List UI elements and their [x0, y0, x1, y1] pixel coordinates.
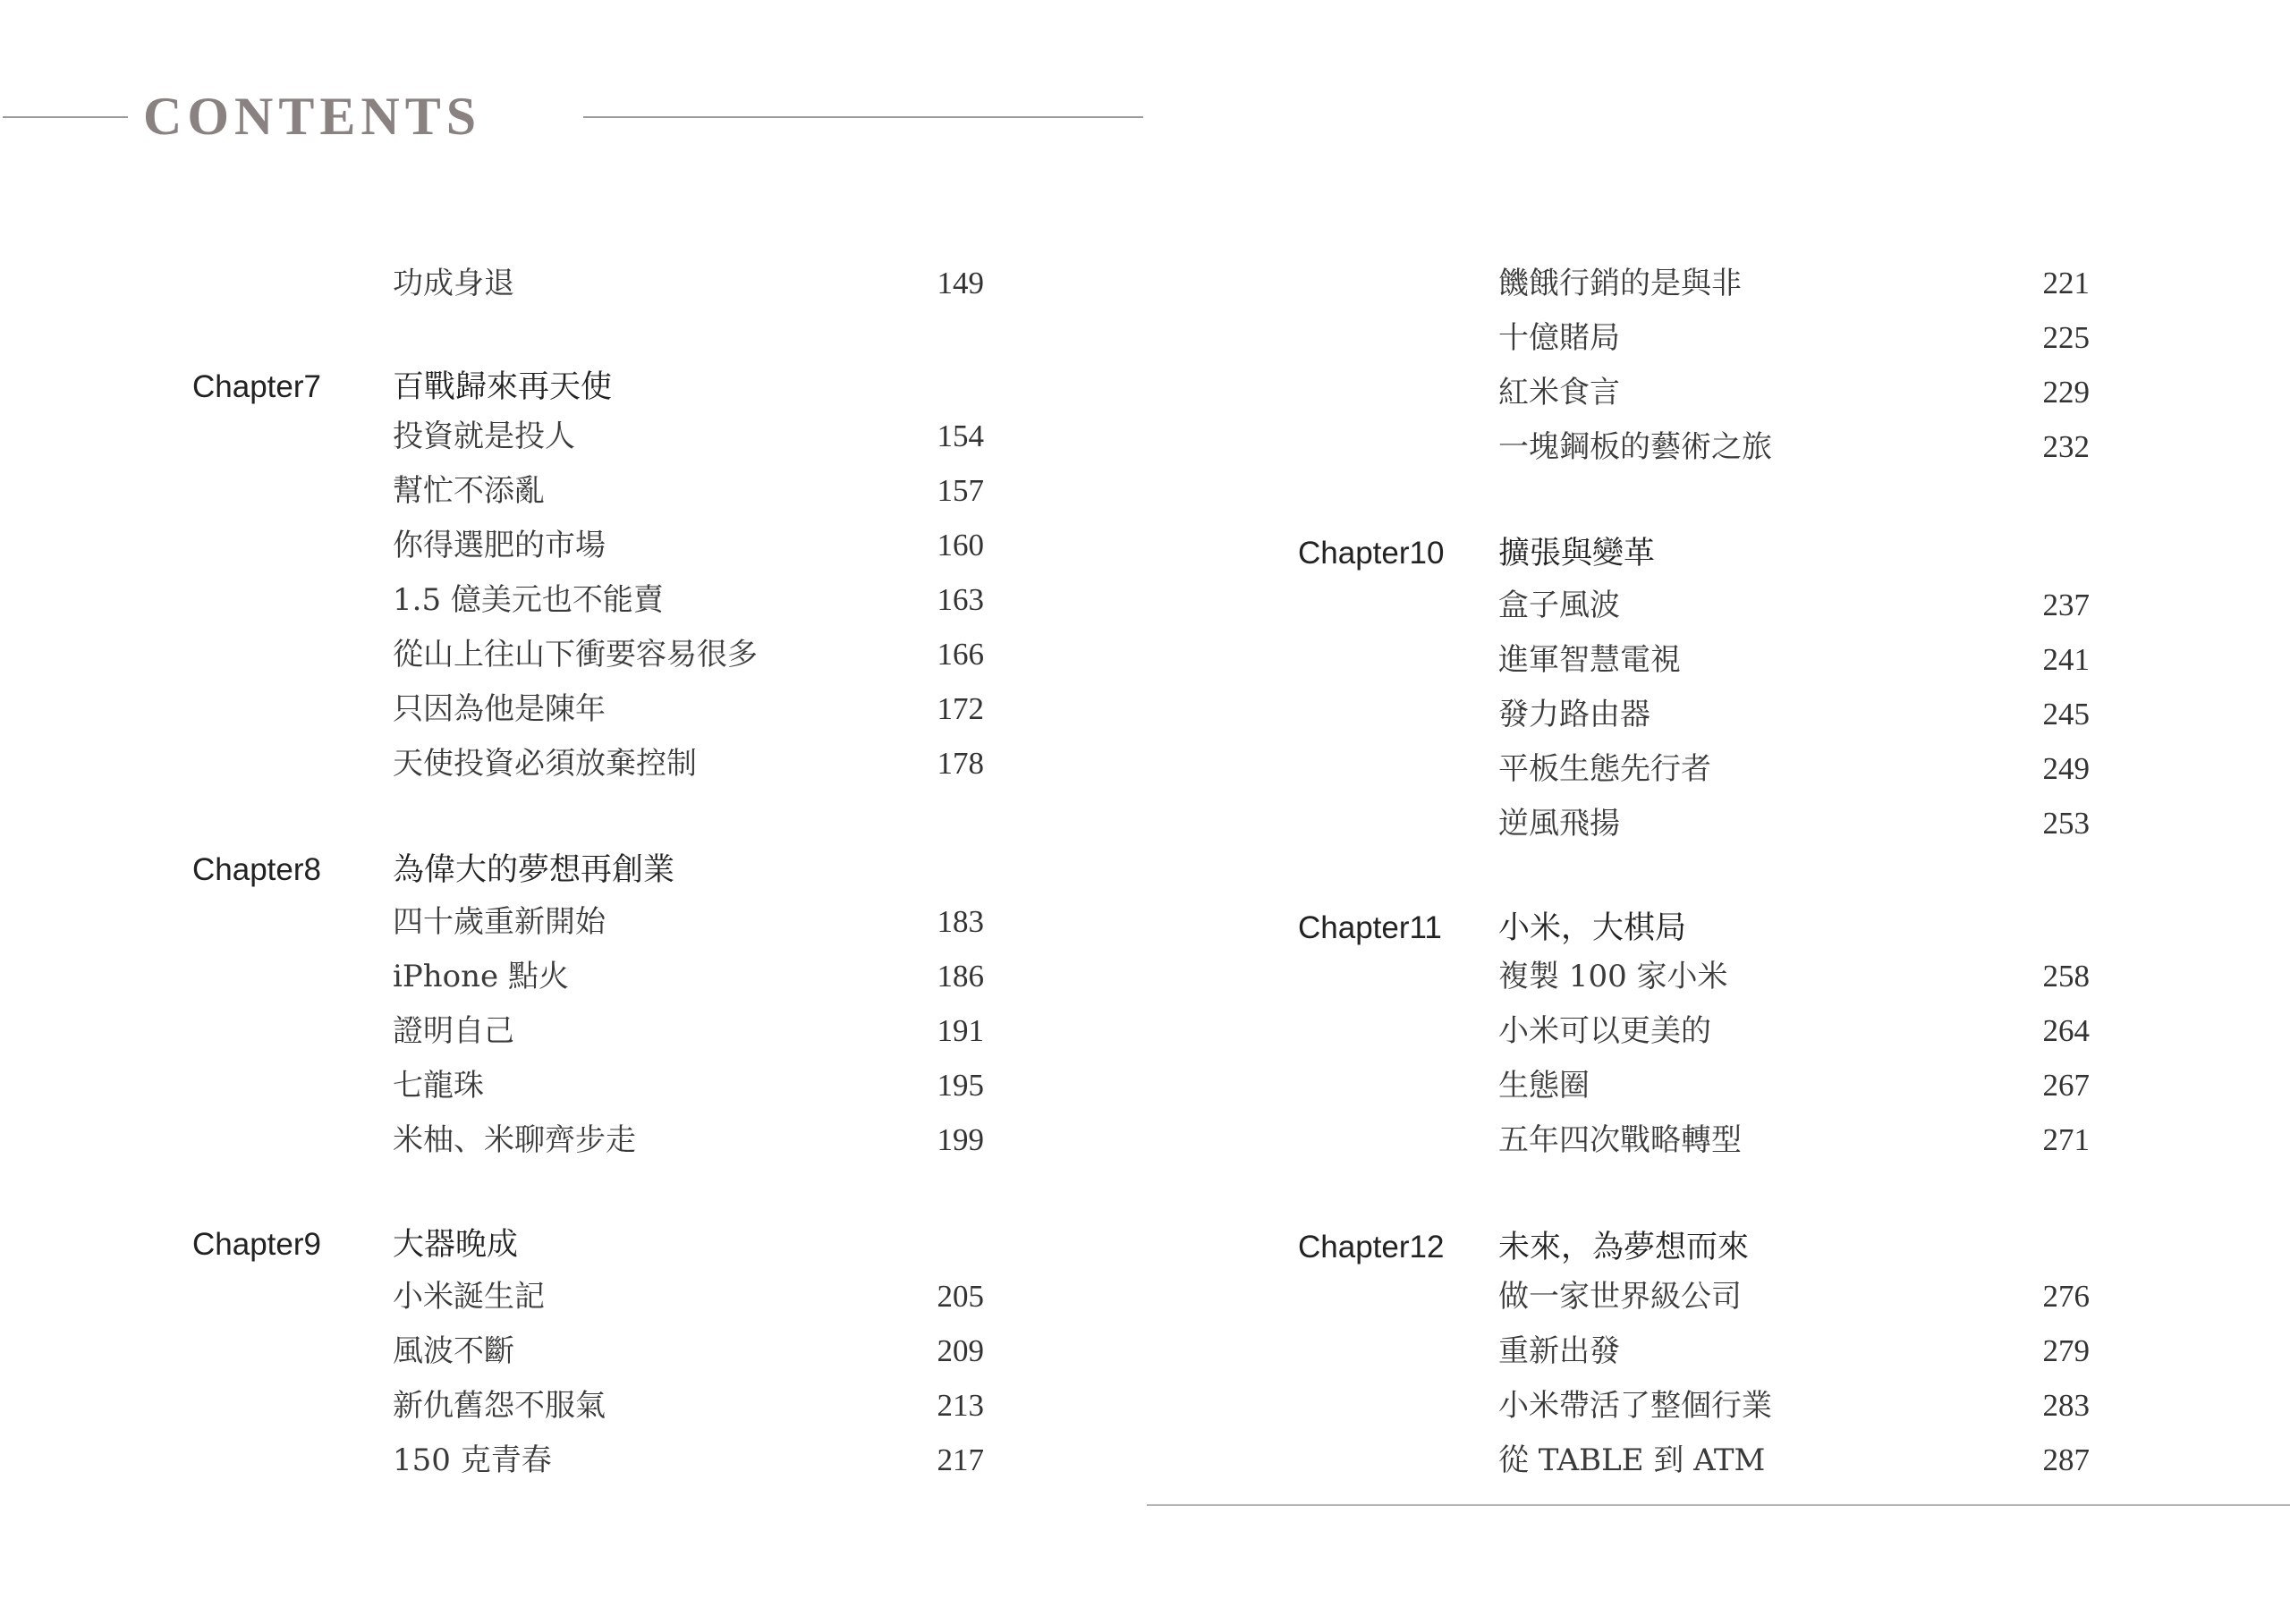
entry-page-number: 225: [2042, 320, 2090, 355]
chapter-title: 擴張與變革: [1498, 536, 1656, 571]
entry-title: 小米帶活了整個行業: [1498, 1388, 1772, 1424]
chapter-number: Chapter9: [192, 1227, 321, 1262]
entry-page-number: 191: [937, 1013, 984, 1048]
toc-entry: [0, 261, 1145, 306]
entry-page-number: 279: [2042, 1333, 2090, 1368]
toc-entry: [1106, 1438, 2251, 1483]
entry-page-number: 258: [2042, 959, 2090, 994]
toc-entry: [1106, 1009, 2251, 1053]
entry-page-number: 157: [937, 473, 984, 508]
entry-title: 盒子風波: [1498, 588, 1620, 623]
entry-page-number: 154: [937, 419, 984, 453]
entry-page-number: 205: [937, 1279, 984, 1314]
entry-page-number: 163: [937, 582, 984, 617]
toc-entry: [0, 632, 1145, 677]
toc-entry: [0, 1383, 1145, 1428]
toc-entry: [0, 578, 1145, 622]
entry-page-number: 229: [2042, 375, 2090, 410]
entry-title: 饑餓行銷的是與非: [1498, 266, 1742, 301]
toc-entry: [0, 1438, 1145, 1483]
toc-entry: [1106, 1383, 2251, 1428]
entry-page-number: 183: [937, 904, 984, 939]
entry-title: 功成身退: [393, 266, 514, 301]
entry-title: 紅米食言: [1498, 375, 1620, 410]
entry-title: 四十歲重新開始: [393, 904, 606, 940]
entry-title: 米柚、米聊齊步走: [393, 1122, 636, 1158]
chapter-heading: [0, 1222, 1145, 1267]
bottom-rule: [1147, 1504, 2290, 1506]
entry-page-number: 276: [2042, 1279, 2090, 1314]
toc-entry: [1106, 747, 2251, 791]
toc-column-right: [1106, 0, 2251, 1624]
chapter-number: Chapter11: [1298, 910, 1442, 945]
entry-page-number: 287: [2042, 1442, 2090, 1477]
toc-entry: [0, 523, 1145, 568]
entry-page-number: 241: [2042, 642, 2090, 677]
chapter-heading: [1106, 1225, 2251, 1270]
entry-title: 一塊鋼板的藝術之旅: [1498, 429, 1772, 465]
toc-entry: [0, 1329, 1145, 1374]
entry-title: 十億賭局: [1498, 320, 1620, 356]
entry-title: 五年四次戰略轉型: [1498, 1122, 1742, 1158]
entry-title: 幫忙不添亂: [393, 473, 545, 509]
chapter-heading: [1106, 906, 2251, 951]
toc-entry: [0, 1009, 1145, 1053]
toc-entry: [1106, 692, 2251, 737]
entry-title: iPhone 點火: [393, 959, 569, 994]
entry-title: 進軍智慧電視: [1498, 642, 1681, 678]
entry-title: 投資就是投人: [393, 419, 575, 454]
entry-title: 從山上往山下衝要容易很多: [393, 637, 758, 672]
chapter-number: Chapter8: [192, 852, 321, 887]
entry-title: 七龍珠: [393, 1068, 484, 1104]
entry-page-number: 232: [2042, 429, 2090, 464]
toc-entry: [0, 469, 1145, 513]
toc-entry: [1106, 638, 2251, 682]
toc-entry: [1106, 583, 2251, 628]
entry-page-number: 160: [937, 528, 984, 562]
toc-entry: [1106, 370, 2251, 415]
entry-title: 新仇舊怨不服氣: [393, 1388, 606, 1424]
entry-title: 逆風飛揚: [1498, 806, 1620, 842]
toc-entry: [0, 954, 1145, 999]
toc-entry: [1106, 954, 2251, 999]
entry-title: 平板生態先行者: [1498, 751, 1711, 787]
entry-title: 小米誕生記: [393, 1279, 545, 1315]
entry-title: 風波不斷: [393, 1333, 514, 1369]
toc-entry: [1106, 801, 2251, 846]
entry-title: 只因為他是陳年: [393, 691, 606, 727]
toc-entry: [0, 1063, 1145, 1108]
entry-page-number: 178: [937, 746, 984, 781]
toc-entry: [1106, 1118, 2251, 1163]
chapter-heading: [0, 365, 1145, 410]
chapter-number: Chapter10: [1298, 536, 1445, 571]
entry-page-number: 166: [937, 637, 984, 672]
entry-page-number: 267: [2042, 1068, 2090, 1103]
chapter-title: 百戰歸來再天使: [393, 369, 613, 405]
toc-entry: [1106, 425, 2251, 469]
entry-title: 1.5 億美元也不能賣: [393, 582, 664, 618]
chapter-title: 未來，為夢想而來: [1498, 1230, 1750, 1265]
entry-page-number: 237: [2042, 588, 2090, 622]
entry-page-number: 283: [2042, 1388, 2090, 1423]
entry-page-number: 249: [2042, 751, 2090, 786]
toc-entry: [0, 414, 1145, 459]
chapter-title: 大器晚成: [393, 1227, 519, 1263]
toc-entry: [0, 687, 1145, 732]
entry-page-number: 271: [2042, 1122, 2090, 1157]
toc-entry: [1106, 1274, 2251, 1319]
entry-page-number: 221: [2042, 266, 2090, 300]
chapter-title: 為偉大的夢想再創業: [393, 852, 675, 888]
entry-title: 150 克青春: [393, 1442, 552, 1478]
entry-page-number: 199: [937, 1122, 984, 1157]
entry-title: 你得選肥的市場: [393, 528, 606, 563]
entry-title: 重新出發: [1498, 1333, 1620, 1369]
toc-entry: [0, 741, 1145, 786]
entry-title: 小米可以更美的: [1498, 1013, 1711, 1049]
chapter-heading: [0, 848, 1145, 892]
entry-title: 複製 100 家小米: [1498, 959, 1728, 994]
entry-title: 從 TABLE 到 ATM: [1498, 1442, 1766, 1478]
entry-page-number: 186: [937, 959, 984, 994]
entry-page-number: 172: [937, 691, 984, 726]
chapter-title: 小米，大棋局: [1498, 910, 1687, 946]
entry-page-number: 253: [2042, 806, 2090, 841]
chapter-number: Chapter7: [192, 369, 321, 404]
entry-title: 天使投資必須放棄控制: [393, 746, 697, 782]
entry-title: 生態圈: [1498, 1068, 1590, 1104]
entry-page-number: 209: [937, 1333, 984, 1368]
entry-page-number: 149: [937, 266, 984, 300]
toc-entry: [1106, 261, 2251, 306]
entry-title: 做一家世界級公司: [1498, 1279, 1742, 1315]
entry-page-number: 195: [937, 1068, 984, 1103]
toc-entry: [0, 900, 1145, 944]
entry-page-number: 217: [937, 1442, 984, 1477]
toc-entry: [1106, 1063, 2251, 1108]
toc-entry: [1106, 316, 2251, 360]
entry-title: 發力路由器: [1498, 697, 1650, 732]
entry-page-number: 245: [2042, 697, 2090, 732]
chapter-number: Chapter12: [1298, 1230, 1445, 1265]
entry-page-number: 264: [2042, 1013, 2090, 1048]
chapter-heading: [1106, 531, 2251, 576]
toc-entry: [0, 1118, 1145, 1163]
toc-entry: [1106, 1329, 2251, 1374]
toc-entry: [0, 1274, 1145, 1319]
entry-page-number: 213: [937, 1388, 984, 1423]
page-title: CONTENTS: [143, 87, 482, 146]
entry-title: 證明自己: [393, 1013, 514, 1049]
